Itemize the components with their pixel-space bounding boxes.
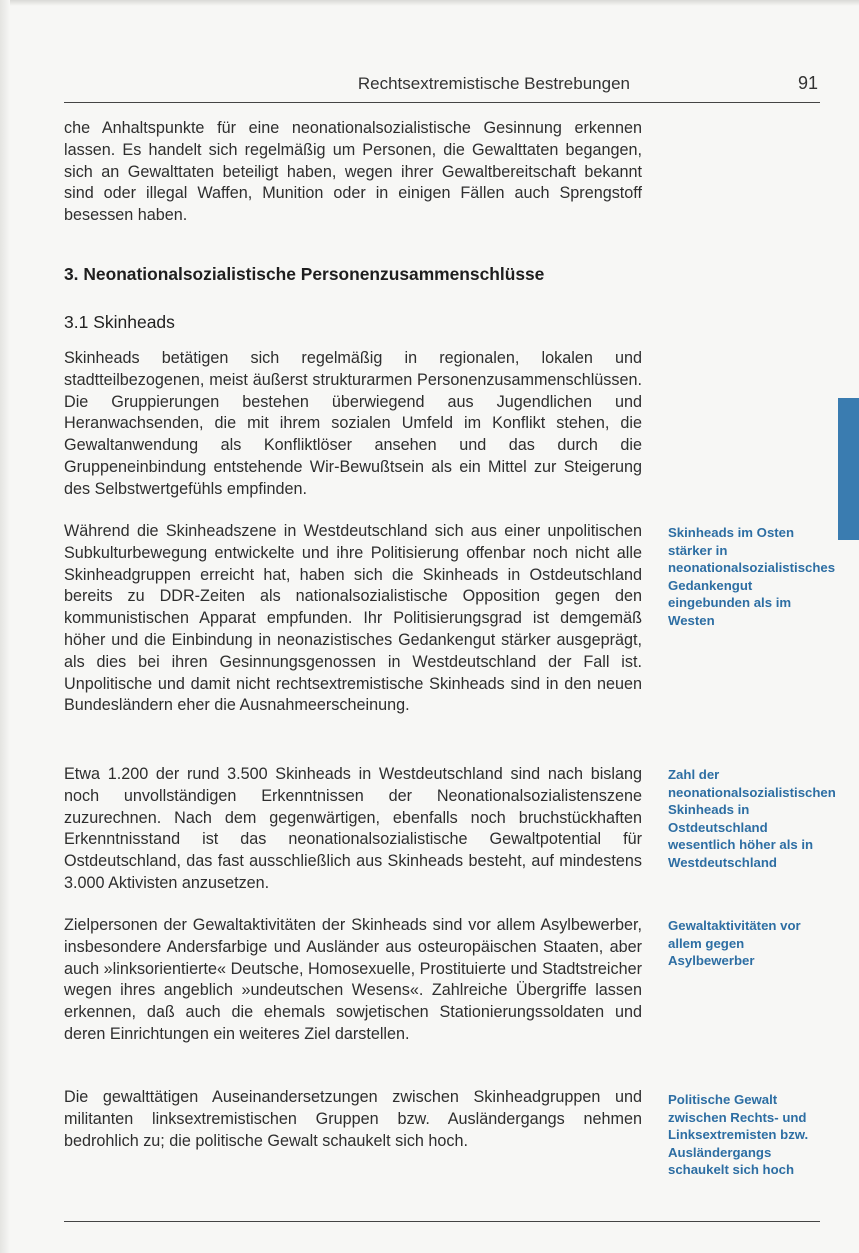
margin-note-4: Politische Gewalt zwischen Rechts- und Linksextremisten bzw. Ausländergangs schaukelt sich hoch — [668, 1092, 809, 1178]
paragraph-3: Etwa 1.200 der rund 3.500 Skinheads in Westdeutschland sind nach bislang noch unvollständigen Erkenntnissen der Neonationalsozialistenszene zuzurechnen. Nach dem gegenwärtigen, ebenfalls noch bruchstückhaften Erkenntnisstand ist das neonationalsozialistische Gewaltpotential für Ostdeutschland, das fast ausschließlich aus Skinheads besteht, auf mindestens 3.000 Aktivisten anzusetzen. — [64, 765, 642, 892]
margin-note-2: Zahl der neonationalsozialistischen Skinheads in Ostdeutschland wesentlich höher als in Westdeutschland — [668, 767, 836, 870]
margin-note-1: Skinheads im Osten stärker in neonationalsozialistisches Gedankengut eingebunden als im Westen — [668, 525, 836, 628]
header-title: Rechtsextremistische Bestrebungen — [357, 74, 630, 93]
section-heading: 3. Neonationalsozialistische Personenzusammenschlüsse — [64, 264, 545, 284]
paragraph-2-block — [64, 521, 642, 717]
paragraph-3-block — [64, 764, 642, 895]
footer-rule — [64, 1221, 820, 1222]
page-number: 91 — [797, 73, 818, 93]
paragraph-1-block — [64, 348, 642, 501]
page-top-shadow — [0, 0, 859, 6]
paragraph-4-block — [64, 915, 642, 1046]
paragraph-1: Skinheads betätigen sich regelmäßig in regionalen, lokalen und stadtteilbezogenen, meist äußerst strukturarmen Personenzusammenschlüssen. Die Gruppierungen bestehen überwiegend aus Jugendlichen und Heranwachsenden, die mit ihrem sozialen Umfeld im Konflikt stehen, die Gewaltanwendung als Konfliktlöser ansehen und das durch die Gruppeneinbindung entstehende Wir-Bewußtsein als ein Mittel zur Steigerung des Selbstwertgefühls empfinden. — [64, 349, 642, 498]
intro-paragraph: che Anhaltspunkte für eine neonationalsozialistische Gesinnung erkennen lassen. Es handelt sich regelmäßig um Personen, die Gewalttaten begangen, sich an Gewalttaten beteiligt haben, wegen ihrer Gewaltbereitschaft bekannt sind oder illegal Waffen, Munition oder in einigen Fällen auch Sprengstoff besessen haben. — [64, 119, 642, 225]
page-left-edge — [0, 0, 10, 1253]
paragraph-2: Während die Skinheadszene in Westdeutschland sich aus einer unpolitischen Subkulturbewegung entwickelte und ihre Politisierung offenbar noch nicht alle Skinheadgruppen erreicht hat, haben sich die Skinheads in Ostdeutschland bereits zu DDR-Zeiten als nationalsozialistische Opposition gegen den kommunistischen Apparat empfunden. Ihr Politisierungsgrad ist demgemäß höher und die Einbindung in neonazistisches Gedankengut stärker ausgeprägt, als dies bei ihren Gesinnungsgenossen in Westdeutschland der Fall ist. Unpolitische und damit nicht rechtsextremistische Skinheads sind in den neuen Bundesländern eher die Ausnahmeerscheinung. — [64, 522, 642, 715]
intro-block — [64, 118, 642, 227]
paragraph-4: Zielpersonen der Gewaltaktivitäten der Skinheads sind vor allem Asylbewerber, insbesondere Andersfarbige und Ausländer aus osteuropäischen Staaten, aber auch »linksorientierte« Deutsche, Homosexuelle, Prostituierte und Stadtstreicher wegen ihres angeblich »undeutschen Wesens«. Zahlreiche Übergriffe lassen erkennen, daß auch die ehemals sowjetischen Stationierungssoldaten und deren Einrichtungen ein weiteres Ziel darstellen. — [64, 916, 642, 1043]
paragraph-5: Die gewalttätigen Auseinandersetzungen zwischen Skinheadgruppen und militanten linksextremistischen Gruppen bzw. Ausländergangs nehmen bedrohlich zu; die politische Gewalt schaukelt sich hoch. — [64, 1088, 642, 1150]
running-header — [64, 70, 820, 103]
margin-note-3: Gewaltaktivitäten vor allem gegen Asylbewerber — [668, 918, 801, 969]
subsection-heading: 3.1 Skinheads — [64, 312, 175, 332]
paragraph-5-block — [64, 1087, 642, 1152]
chapter-side-tab — [838, 398, 859, 540]
